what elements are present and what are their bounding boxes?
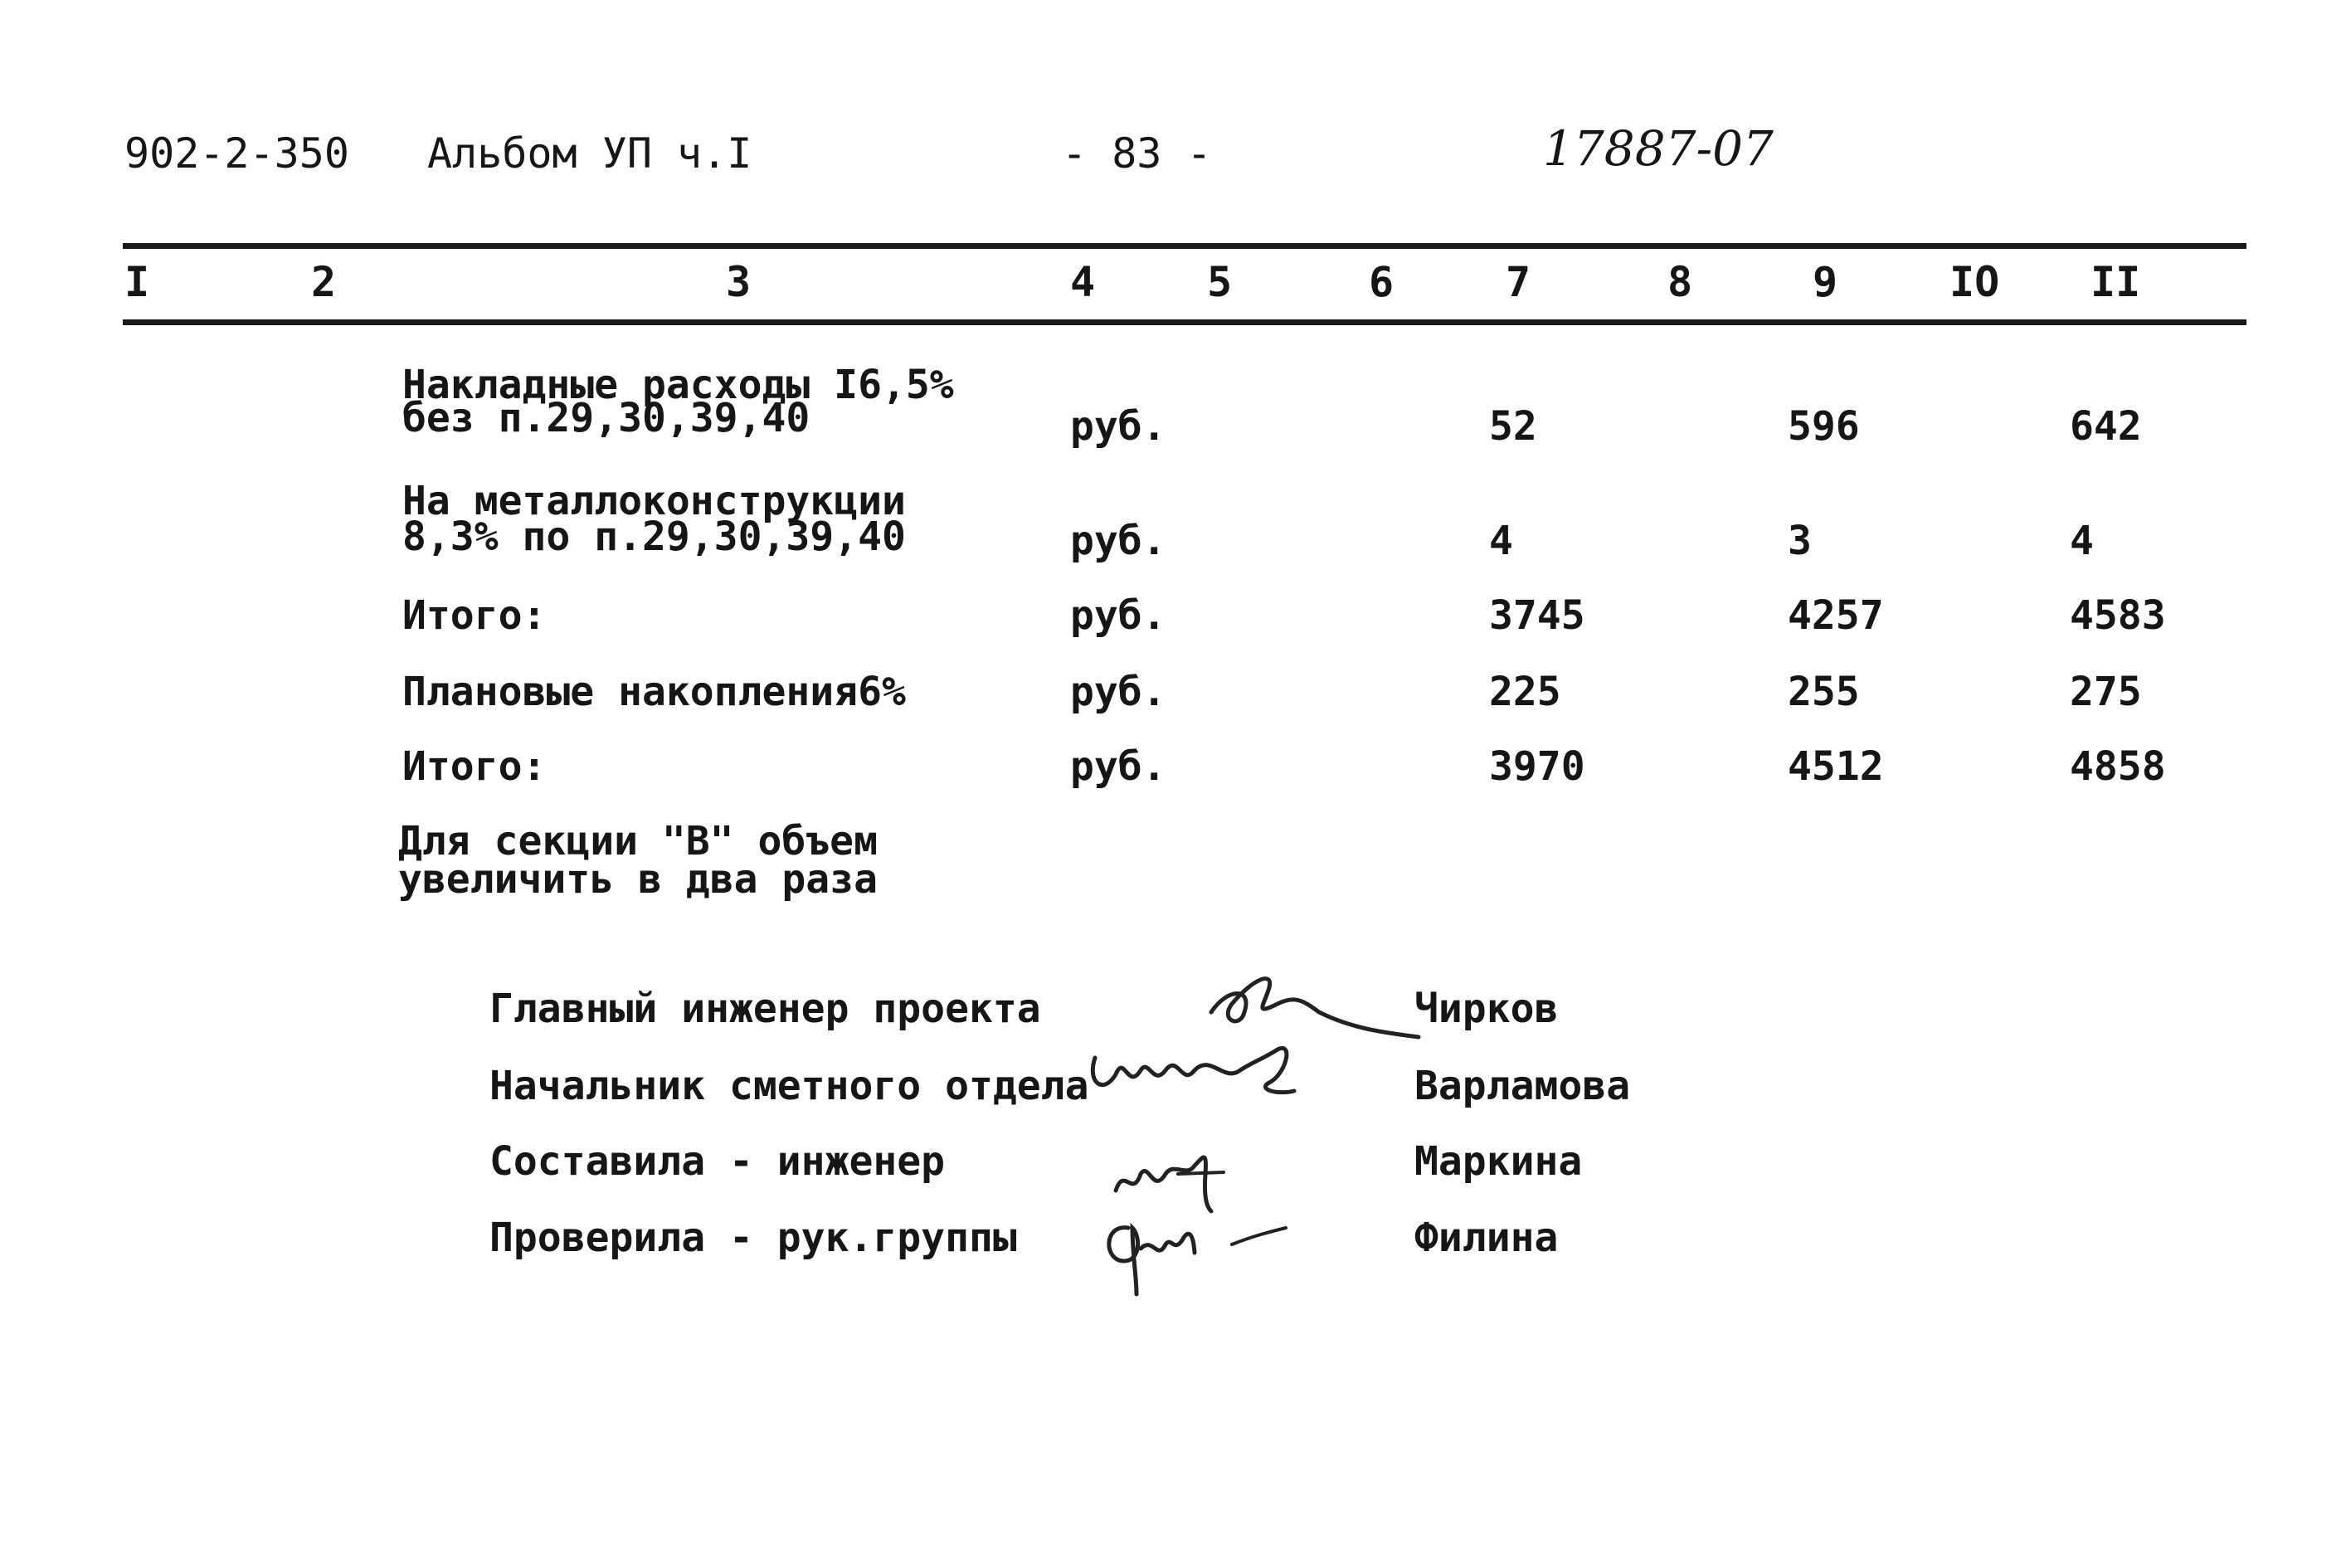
row-2-name-line-2: 8,3% по п.29,30,39,40 <box>402 514 906 560</box>
row-2-unit: руб. <box>1070 518 1166 564</box>
row-4-col7: 225 <box>1489 669 1561 715</box>
signature-role-checker: Проверила - рук.группы <box>489 1215 1017 1261</box>
note-line-1: Для секции "В" объем <box>398 818 878 864</box>
document-code: 902-2-350 <box>124 129 349 178</box>
row-3-col11: 4583 <box>2070 592 2166 639</box>
row-2-name-line-1: На металлоконструкции <box>402 478 906 524</box>
row-5-col11: 4858 <box>2070 743 2166 790</box>
signature-role-chief-engineer: Главный инженер проекта <box>489 986 1041 1032</box>
row-4-col9: 255 <box>1788 669 1860 715</box>
column-number-6: 6 <box>1369 258 1395 306</box>
signature-name-department-head: Варламова <box>1414 1063 1631 1109</box>
row-2-col9: 3 <box>1788 518 1812 564</box>
row-1-col11: 642 <box>2070 403 2142 450</box>
row-3-unit: руб. <box>1070 592 1166 639</box>
row-5-unit: руб. <box>1070 743 1166 790</box>
row-1-name-line-2: без п.29,30,39,40 <box>402 395 810 441</box>
column-number-8: 8 <box>1667 258 1693 306</box>
handwritten-number: 17887-07 <box>1543 120 1774 177</box>
row-3-col7: 3745 <box>1489 592 1585 639</box>
row-3-col9: 4257 <box>1788 592 1884 639</box>
row-3-name: Итого: <box>402 592 547 639</box>
row-2-col7: 4 <box>1489 518 1513 564</box>
signature-role-department-head: Начальник сметного отдела <box>489 1063 1089 1109</box>
signature-role-compiler: Составила - инженер <box>489 1138 946 1185</box>
signature-name-checker: Филина <box>1414 1215 1559 1261</box>
note-line-2: увеличить в два раза <box>398 856 878 903</box>
row-4-unit: руб. <box>1070 669 1166 715</box>
row-1-col7: 52 <box>1489 403 1537 450</box>
signature-scribble-department-head <box>1078 1025 1327 1116</box>
row-4-name: Плановые накопления6% <box>402 669 906 715</box>
column-number-10: IO <box>1949 258 2000 306</box>
column-number-11: II <box>2091 258 2141 306</box>
signature-name-compiler: Маркина <box>1414 1138 1583 1185</box>
row-5-name: Итого: <box>402 743 547 790</box>
column-number-4: 4 <box>1070 258 1096 306</box>
column-number-1: I <box>124 258 150 306</box>
row-1-col9: 596 <box>1788 403 1860 450</box>
column-number-2: 2 <box>311 258 337 306</box>
column-number-5: 5 <box>1207 258 1233 306</box>
bottom-rule <box>123 319 2246 325</box>
page-number: - 83 - <box>1062 129 1212 178</box>
top-rule <box>123 243 2246 249</box>
column-number-9: 9 <box>1813 258 1838 306</box>
album-label: Альбом УП ч.I <box>427 129 752 178</box>
signature-scribble-checker <box>1095 1203 1311 1303</box>
column-number-3: 3 <box>726 258 752 306</box>
row-2-col11: 4 <box>2070 518 2094 564</box>
column-number-7: 7 <box>1506 258 1531 306</box>
row-5-col9: 4512 <box>1788 743 1884 790</box>
row-1-name-line-1: Накладные расходы I6,5% <box>402 362 954 408</box>
row-1-unit: руб. <box>1070 403 1166 450</box>
row-5-col7: 3970 <box>1489 743 1585 790</box>
row-4-col11: 275 <box>2070 669 2142 715</box>
signature-name-chief-engineer: Чирков <box>1414 986 1559 1032</box>
